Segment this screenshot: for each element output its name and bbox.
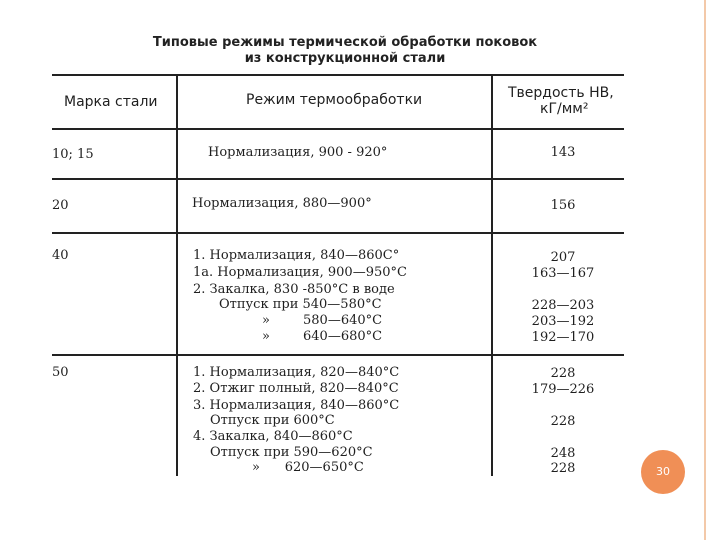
row-mode: 1а. Нормализация, 900—950°С	[193, 265, 407, 280]
row-grade: 50	[52, 365, 69, 380]
row-mode: 3. Нормализация, 840—860°С	[193, 398, 400, 413]
row-mode: 1. Нормализация, 840—860С°	[193, 248, 400, 263]
row-rule-2	[52, 232, 624, 234]
row-mode: Отпуск при 590—620°С	[210, 445, 373, 460]
title-line-2: из конструкционной стали	[244, 51, 446, 66]
slide-edge-line	[704, 0, 706, 540]
page-number-badge: 30	[641, 450, 685, 494]
row-hardness: 228	[550, 414, 576, 429]
row-grade: 10; 15	[52, 147, 94, 162]
row-mode: » 580—640°С	[262, 313, 383, 328]
title-line-1: Типовые режимы термической обработки поковок	[152, 35, 538, 50]
header-hardness-2: кГ/мм²	[540, 101, 589, 117]
row-rule-3	[52, 354, 624, 356]
row-mode: Нормализация, 900 - 920°	[208, 145, 388, 160]
row-grade: 20	[52, 198, 69, 213]
row-hardness: 203—192	[531, 314, 595, 329]
column-divider-left	[176, 76, 178, 476]
row-mode: Нормализация, 880—900°	[192, 196, 372, 211]
row-hardness: 143	[550, 145, 576, 160]
row-hardness: 156	[550, 198, 576, 213]
table-top-rule	[52, 74, 624, 76]
row-hardness: 163—167	[531, 266, 595, 281]
row-mode: Отпуск при 600°С	[210, 413, 335, 428]
row-hardness: 248	[550, 446, 576, 461]
header-bottom-rule	[52, 128, 624, 130]
header-grade: Марка стали	[64, 94, 158, 110]
row-mode: 2. Закалка, 830 -850°С в воде	[193, 282, 395, 297]
header-mode: Режим термообработки	[246, 92, 423, 108]
row-mode: » 640—680°С	[262, 329, 383, 344]
row-hardness: 207	[550, 250, 576, 265]
row-hardness: 228	[550, 461, 576, 476]
row-rule-1	[52, 178, 624, 180]
row-mode: » 620—650°С	[252, 460, 364, 475]
column-divider-right	[491, 76, 493, 476]
row-hardness: 179—226	[531, 382, 595, 397]
row-mode: 4. Закалка, 840—860°С	[193, 429, 353, 444]
row-grade: 40	[52, 248, 69, 263]
row-hardness: 228—203	[531, 298, 595, 313]
row-hardness: 228	[550, 366, 576, 381]
header-hardness-1: Твердость НВ,	[508, 85, 614, 101]
row-mode: 2. Отжиг полный, 820—840°С	[193, 381, 399, 396]
row-mode: 1. Нормализация, 820—840°С	[193, 365, 400, 380]
row-mode: Отпуск при 540—580°С	[219, 297, 382, 312]
row-hardness: 192—170	[531, 330, 595, 345]
